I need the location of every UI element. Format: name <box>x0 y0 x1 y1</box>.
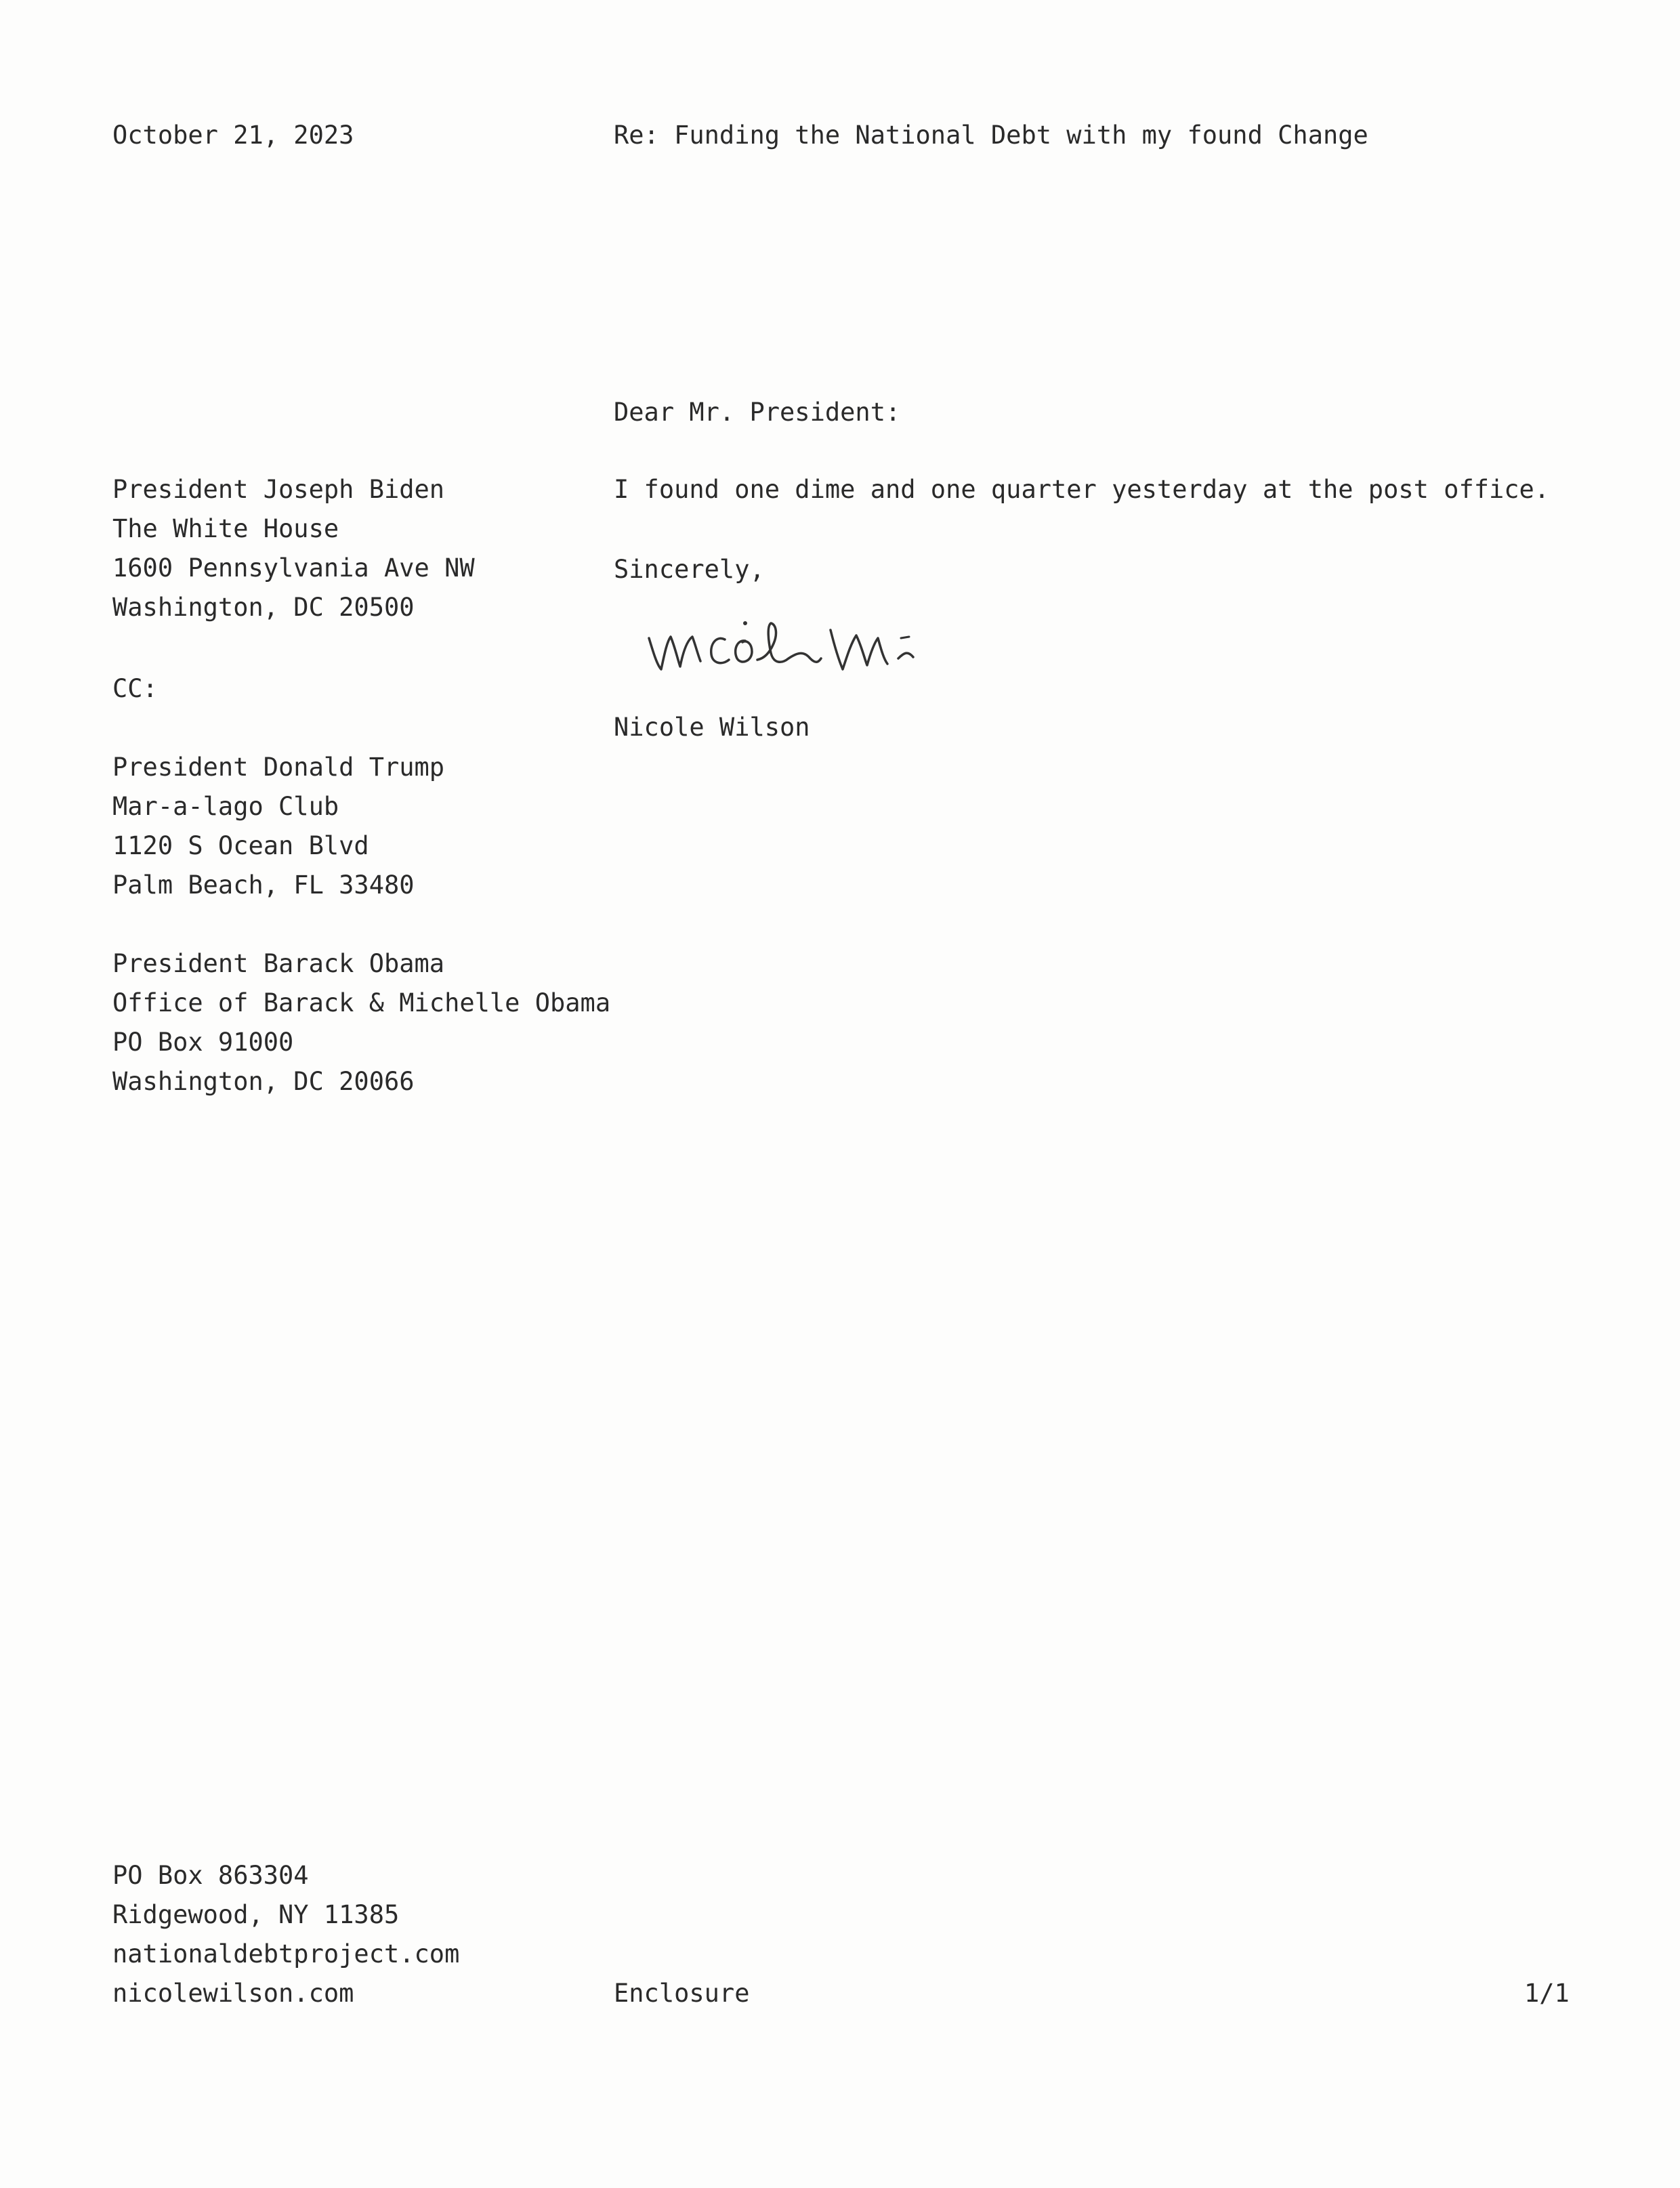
address-line: PO Box 91000 <box>112 1028 294 1057</box>
signer-name: Nicole Wilson <box>614 713 810 742</box>
address-line: President Donald Trump <box>112 753 445 782</box>
address-line: Office of Barack & Michelle Obama <box>112 988 611 1017</box>
subject-line: Re: Funding the National Debt with my found Change <box>614 121 1368 150</box>
closing: Sincerely, <box>614 555 765 584</box>
cc-address <box>112 944 610 1101</box>
address-line: Mar-a-lago Club <box>112 792 339 821</box>
page-number: 1/1 <box>1524 1979 1570 2008</box>
address-line: Washington, DC 20500 <box>112 593 415 622</box>
website-link: nicolewilson.com <box>112 1979 354 2008</box>
salutation: Dear Mr. President: <box>614 398 901 427</box>
handwritten-signature <box>644 596 948 684</box>
address-line: President Barack Obama <box>112 949 445 978</box>
enclosure-note: Enclosure <box>614 1979 750 2008</box>
website-link: nationaldebtproject.com <box>112 1939 460 1969</box>
letter-date: October 21, 2023 <box>112 121 354 150</box>
sender-address <box>112 1856 459 2013</box>
address-line: 1600 Pennsylvania Ave NW <box>112 553 475 583</box>
address-line: The White House <box>112 514 339 543</box>
letter-body: I found one dime and one quarter yesterday at the post office. <box>614 475 1550 504</box>
cc-label: CC: <box>112 674 158 703</box>
address-line: PO Box 863304 <box>112 1861 309 1890</box>
address-line: Palm Beach, FL 33480 <box>112 870 415 900</box>
cc-address <box>112 748 444 905</box>
recipient-address <box>112 470 475 627</box>
address-line: Ridgewood, NY 11385 <box>112 1900 400 1929</box>
address-line: President Joseph Biden <box>112 475 445 504</box>
address-line: Washington, DC 20066 <box>112 1067 415 1096</box>
address-line: 1120 S Ocean Blvd <box>112 831 369 860</box>
